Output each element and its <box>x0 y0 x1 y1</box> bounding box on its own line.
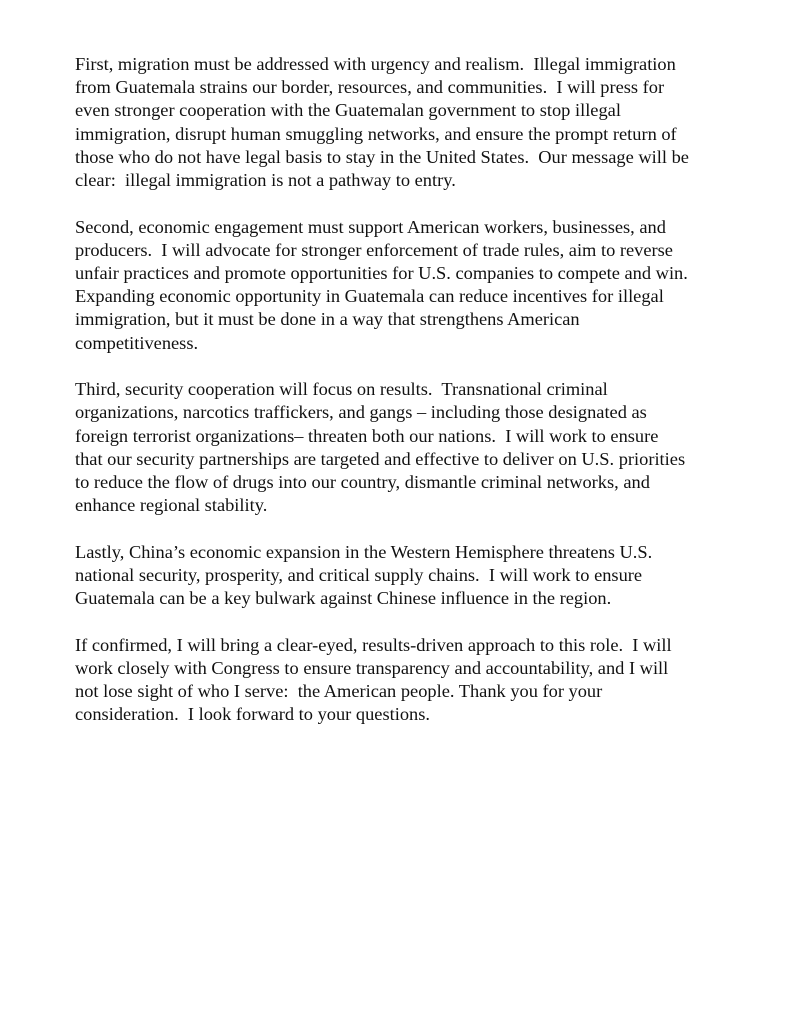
text-line: consideration. I look forward to your questions. <box>75 704 430 725</box>
text-line: Expanding economic opportunity in Guatemala can reduce incentives for illegal <box>75 286 664 307</box>
paragraph-economic <box>75 216 743 355</box>
text-line: national security, prosperity, and critical supply chains. I will work to ensure <box>75 565 643 586</box>
text-line: immigration, disrupt human smuggling networks, and ensure the prompt return of <box>75 123 677 144</box>
text-line: those who do not have legal basis to stay in the United States. Our message will be <box>75 146 689 167</box>
paragraph-china <box>75 541 743 611</box>
text-line: Guatemala can be a key bulwark against Chinese influence in the region. <box>75 588 612 609</box>
text-line: to reduce the flow of drugs into our country, dismantle criminal networks, and <box>75 472 650 493</box>
document-body <box>75 53 743 750</box>
paragraph-security <box>75 378 743 517</box>
text-line: that our security partnerships are targeted and effective to deliver on U.S. priorities <box>75 448 686 469</box>
text-line: organizations, narcotics traffickers, and gangs – including those designated as <box>75 402 647 423</box>
text-line: Lastly, China’s economic expansion in the Western Hemisphere threatens U.S. <box>75 541 653 562</box>
text-line: Third, security cooperation will focus on results. Transnational criminal <box>75 379 608 400</box>
text-line: enhance regional stability. <box>75 495 268 516</box>
text-line: immigration, but it must be done in a way that strengthens American <box>75 309 580 330</box>
text-line: foreign terrorist organizations– threaten both our nations. I will work to ensure <box>75 425 659 446</box>
paragraph-closing <box>75 634 743 727</box>
text-line: from Guatemala strains our border, resources, and communities. I will press for <box>75 77 665 98</box>
text-line: If confirmed, I will bring a clear-eyed, results-driven approach to this role. I will <box>75 634 672 655</box>
text-line: Second, economic engagement must support American workers, businesses, and <box>75 216 666 237</box>
paragraph-migration <box>75 53 743 192</box>
text-line: work closely with Congress to ensure transparency and accountability, and I will <box>75 658 669 679</box>
text-line: producers. I will advocate for stronger enforcement of trade rules, aim to reverse <box>75 239 673 260</box>
text-line: unfair practices and promote opportunities for U.S. companies to compete and win. <box>75 263 688 284</box>
text-line: clear: illegal immigration is not a pathway to entry. <box>75 170 456 191</box>
text-line: even stronger cooperation with the Guatemalan government to stop illegal <box>75 100 621 121</box>
text-line: not lose sight of who I serve: the American people. Thank you for your <box>75 681 603 702</box>
text-line: First, migration must be addressed with urgency and realism. Illegal immigration <box>75 54 676 74</box>
text-line: competitiveness. <box>75 332 199 353</box>
